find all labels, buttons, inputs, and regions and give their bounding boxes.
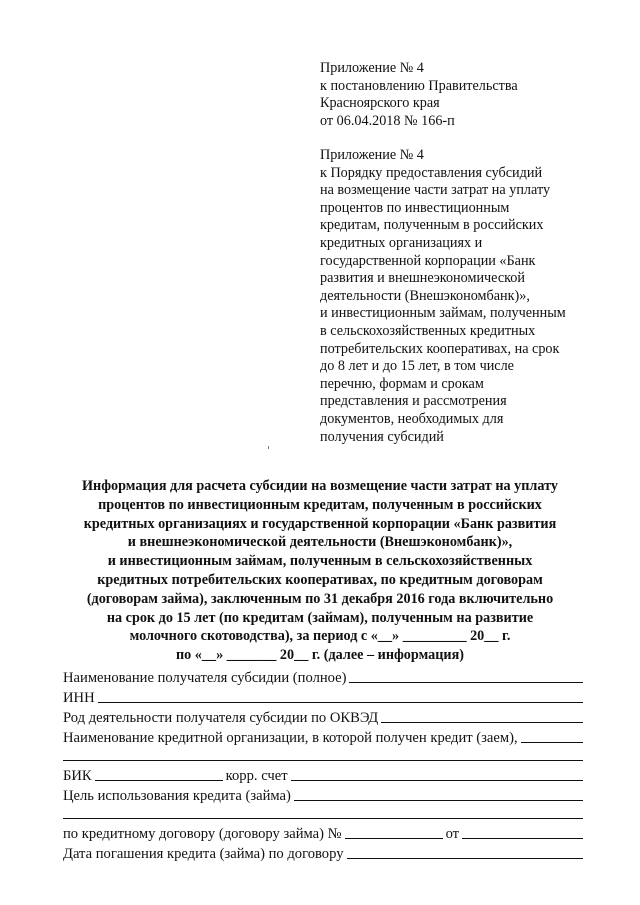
contract-number-field[interactable] [345, 838, 443, 839]
inn-row [63, 687, 583, 707]
appendix-line: в сельскохозяйственных кредитных [320, 322, 536, 339]
purpose-label: Цель использования кредита (займа) [63, 788, 291, 804]
heading-line: кредитных организациях и государственной корпорации «Банк развития [83, 515, 557, 532]
appendix-line: документов, необходимых для [320, 410, 504, 427]
bik-label: БИК [63, 768, 92, 784]
appendix-line: потребительских кооперативах, на срок [320, 340, 560, 357]
heading-line: (договорам займа), заключенным по 31 декабря 2016 года включительно [86, 590, 554, 607]
purpose-field-continued[interactable] [63, 818, 583, 819]
credit-org-field-continued[interactable] [63, 760, 583, 761]
appendix-line: получения субсидий [320, 428, 444, 445]
appendix-line: деятельности (Внешэкономбанк)», [320, 287, 530, 304]
appendix-line: до 8 лет и до 15 лет, в том числе [320, 358, 514, 375]
appendix-line: перечню, формам и срокам [320, 375, 484, 392]
appendix-line: от 06.04.2018 № 166-п [320, 112, 455, 129]
heading-line: кредитных потребительских кооперативах, по кредитным договорам [97, 571, 543, 588]
recipient-name-label: Наименование получателя субсидии (полное) [63, 670, 347, 686]
appendix-line: государственной корпорации «Банк [320, 252, 536, 269]
repayment-date-field[interactable] [347, 858, 583, 859]
corr-account-label: корр. счет [225, 768, 288, 784]
contract-date-field[interactable] [462, 838, 583, 839]
appendix-line: Красноярского края [320, 95, 440, 112]
contract-row [63, 823, 583, 843]
information-form [63, 667, 583, 863]
contract-date-label: от [445, 826, 460, 842]
document-heading [40, 477, 600, 665]
recipient-name-row [63, 667, 583, 687]
heading-line: на срок до 15 лет (по кредитам (займам), полученным на развитие [106, 609, 534, 626]
contract-number-label: по кредитному договору (договору займа) № [63, 826, 342, 842]
credit-org-row [63, 727, 583, 747]
appendix-procedure-block [320, 147, 600, 446]
inn-label: ИНН [63, 690, 95, 706]
appendix-line: представления и рассмотрения [320, 393, 507, 410]
corr-account-field[interactable] [291, 780, 583, 781]
heading-line: по «__» _______ 20__ г. (далее – информация) [175, 647, 464, 664]
appendix-resolution-block [320, 60, 600, 130]
heading-line: молочного скотоводства), за период с «__» _________ 20__ г. [129, 628, 511, 645]
credit-org-field[interactable] [521, 742, 583, 743]
appendix-line: Приложение № 4 [320, 147, 424, 163]
inn-field[interactable] [98, 702, 583, 703]
purpose-continuation-row [63, 805, 583, 823]
appendix-line: кредитных организациях и [320, 234, 483, 251]
appendix-line: к Порядку предоставления субсидий [320, 164, 543, 181]
activity-label: Род деятельности получателя субсидии по ОКВЭД [63, 710, 379, 726]
repayment-date-label: Дата погашения кредита (займа) по договору [63, 846, 344, 862]
scan-speck [268, 446, 269, 449]
appendix-line: развития и внешнеэкономической [320, 270, 525, 287]
heading-line: процентов по инвестиционным кредитам, полученным в российских [98, 496, 542, 513]
appendix-line: к постановлению Правительства [320, 77, 518, 94]
appendix-line: кредитам, полученным в российских [320, 217, 544, 234]
appendix-line: на возмещение части затрат на уплату [320, 182, 551, 199]
purpose-field[interactable] [294, 800, 583, 801]
credit-org-continuation-row [63, 747, 583, 765]
purpose-row [63, 785, 583, 805]
recipient-name-field[interactable] [349, 682, 583, 683]
heading-line: Информация для расчета субсидии на возмещение части затрат на уплату [82, 478, 558, 494]
appendix-line: процентов по инвестиционным [320, 199, 510, 216]
bank-details-row [63, 765, 583, 785]
activity-field[interactable] [381, 722, 583, 723]
heading-line: и инвестиционным займам, полученным в сельскохозяйственных [107, 553, 533, 570]
activity-row [63, 707, 583, 727]
bik-field[interactable] [95, 780, 223, 781]
appendix-line: и инвестиционным займам, полученным [320, 305, 566, 322]
repayment-row [63, 843, 583, 863]
appendix-line: Приложение № 4 [320, 60, 424, 76]
credit-org-label: Наименование кредитной организации, в которой получен кредит (заем), [63, 730, 518, 746]
heading-line: и внешнеэкономической деятельности (Внешэкономбанк)», [127, 534, 513, 551]
